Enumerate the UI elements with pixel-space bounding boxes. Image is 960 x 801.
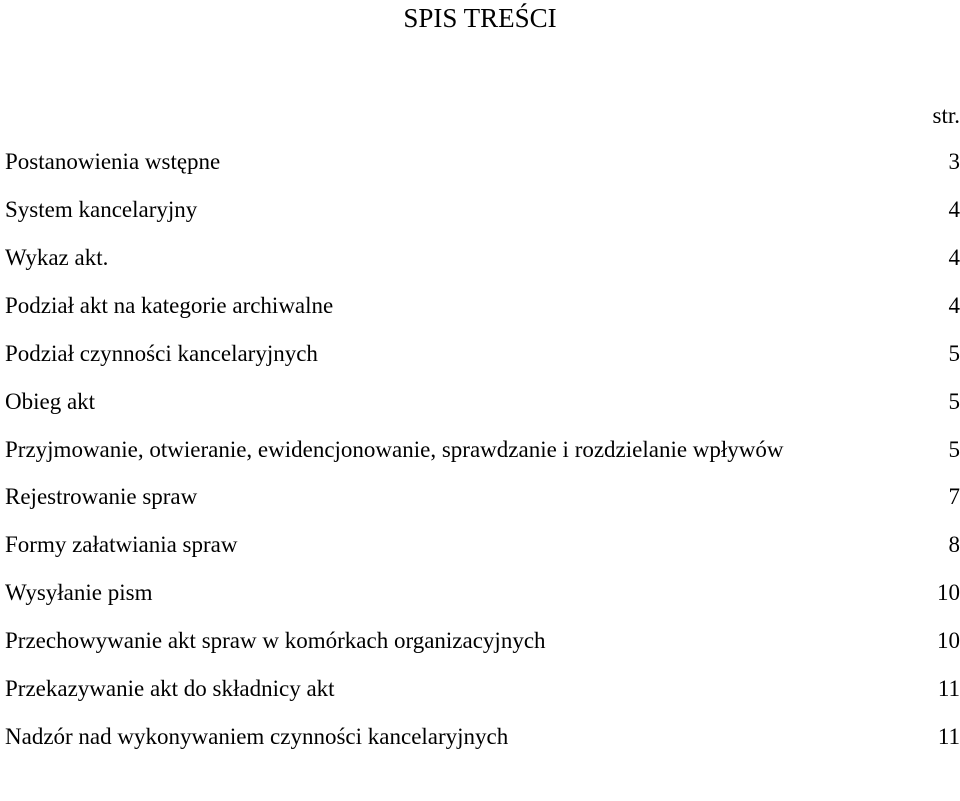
- table-of-contents: [5, 146, 960, 769]
- toc-entry-title: Wysyłanie pism: [5, 580, 153, 605]
- toc-entry-title: Przekazywanie akt do składnicy akt: [5, 676, 335, 701]
- toc-entry-page: 3: [948, 149, 960, 174]
- toc-entry-page: 5: [948, 341, 960, 366]
- toc-entry-title: Rejestrowanie spraw: [5, 484, 198, 509]
- toc-entry: [5, 194, 960, 225]
- toc-entry-page: 4: [948, 245, 960, 270]
- toc-entry-page: 7: [948, 484, 960, 509]
- toc-entry: [5, 386, 960, 417]
- toc-entry-title: Wykaz akt.: [5, 245, 109, 270]
- toc-entry-page: 10: [937, 580, 960, 605]
- toc-entry-title: Postanowienia wstępne: [5, 149, 221, 174]
- toc-entry: [5, 673, 960, 704]
- toc-entry-page: 4: [948, 197, 960, 222]
- toc-entry-page: 5: [948, 437, 960, 462]
- toc-entry-title: Nadzór nad wykonywaniem czynności kancelaryjnych: [5, 724, 509, 749]
- toc-entry: [5, 242, 960, 273]
- toc-entry-title: Formy załatwiania spraw: [5, 532, 238, 557]
- toc-entry: [5, 481, 960, 512]
- toc-entry: [5, 434, 960, 472]
- toc-entry: [5, 625, 960, 656]
- toc-entry-page: 8: [948, 532, 960, 557]
- toc-entry: [5, 529, 960, 560]
- toc-entry-title: System kancelaryjny: [5, 197, 198, 222]
- toc-entry: [5, 577, 960, 608]
- toc-entry-title: Podział akt na kategorie archiwalne: [5, 293, 334, 318]
- toc-entry-page: 4: [948, 293, 960, 318]
- page-title: SPIS TREŚCI: [403, 3, 557, 33]
- toc-entry: [5, 721, 960, 752]
- toc-entry-page: 11: [937, 724, 960, 749]
- toc-entry-page: 5: [948, 389, 960, 414]
- toc-entry: [5, 338, 960, 369]
- toc-entry-title: Przechowywanie akt spraw w komórkach organizacyjnych: [5, 628, 546, 653]
- toc-entry-title: Podział czynności kancelaryjnych: [5, 341, 318, 366]
- page-column-label: str.: [932, 103, 960, 128]
- toc-entry-page: 11: [937, 676, 960, 701]
- toc-entry: [5, 146, 960, 177]
- toc-entry-page: 10: [937, 628, 960, 653]
- toc-entry-title: Przyjmowanie, otwieranie, ewidencjonowanie, sprawdzanie i rozdzielanie wpływów: [5, 437, 784, 462]
- toc-entry-title: Obieg akt: [5, 389, 96, 414]
- toc-entry: [5, 290, 960, 321]
